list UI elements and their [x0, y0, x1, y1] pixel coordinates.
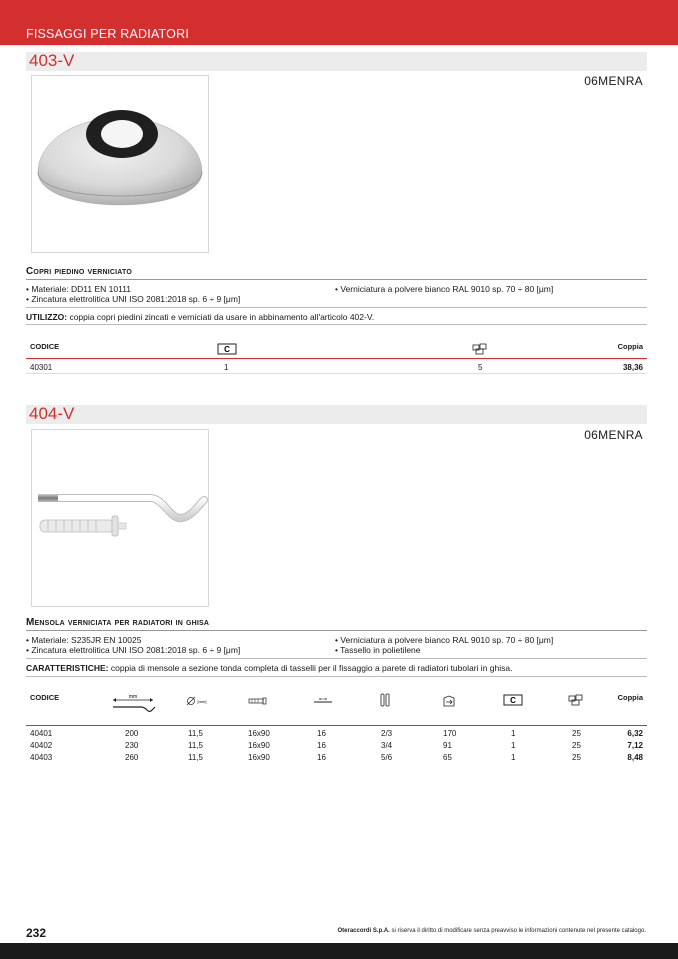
divider [26, 324, 647, 325]
col-header-codice: CODICE [30, 693, 60, 702]
table-cell: 1 [511, 729, 516, 738]
table-cell: 1 [224, 363, 229, 372]
spec-item: • Materiale: DD11 EN 10111 [26, 284, 132, 294]
product-name: Mensola verniciata per radiatori in ghisa [26, 617, 210, 628]
product-code-bar [26, 405, 647, 424]
table-cell: 230 [125, 741, 139, 750]
divider [26, 307, 647, 308]
radiator-cover-image [32, 76, 208, 252]
table-cell: 11,5 [188, 741, 203, 750]
svg-text:C: C [224, 345, 230, 354]
diameter-unit: [mm] [197, 699, 207, 704]
radiator-elements-icon [380, 693, 390, 707]
spec-item: • Zincatura elettrolitica UNI ISO 2081:2018 sp. 6 ÷ 9 [μm] [26, 645, 241, 655]
table-cell: 16x90 [248, 729, 270, 738]
usage-text: coppia copri piedini zincati e verniciati da usare in abbinamento all'articolo 402-V. [67, 312, 375, 322]
usage-label: UTILIZZO: [26, 312, 68, 322]
spec-item: • Zincatura elettrolitica UNI ISO 2081:2018 sp. 6 ÷ 9 [μm] [26, 294, 241, 304]
usage-note [26, 312, 374, 322]
table-cell: 65 [443, 753, 452, 762]
product-image [31, 429, 209, 607]
table-cell: 40402 [30, 741, 53, 750]
table-cell-price: 7,12 [627, 741, 643, 750]
table-cell: 16x90 [248, 753, 270, 762]
features-label: CARATTERISTICHE: [26, 663, 109, 673]
table-cell-price: 38,36 [622, 363, 643, 372]
product-name: Copri piedino verniciato [26, 266, 132, 277]
bottom-bar [0, 943, 678, 959]
table-cell: 170 [443, 729, 457, 738]
page-number: 232 [26, 926, 47, 940]
table-cell: 5/6 [381, 753, 393, 762]
table-cell: 25 [572, 741, 581, 750]
section-title: FISSAGGI PER RADIATORI [26, 27, 189, 41]
table-header-divider [26, 358, 647, 359]
product-code: 403-V [29, 51, 75, 70]
table-cell: 25 [572, 729, 581, 738]
table-cell: 1 [511, 741, 516, 750]
rod-icon [313, 697, 333, 705]
length-unit: mm [128, 694, 138, 700]
divider [26, 658, 647, 659]
table-cell: 91 [443, 741, 452, 750]
supplier-code: 06MENRA [584, 74, 643, 88]
divider [26, 676, 647, 677]
col-header-coppia: Coppia [617, 693, 643, 702]
table-cell: 40401 [30, 729, 53, 738]
divider [26, 279, 647, 280]
dowel-icon [248, 697, 268, 705]
table-cell: 200 [125, 729, 139, 738]
table-cell: 11,5 [188, 729, 203, 738]
table-cell: 16 [317, 753, 326, 762]
diameter-icon [186, 696, 208, 706]
table-cell: 11,5 [188, 753, 203, 762]
supplier-code: 06MENRA [584, 428, 643, 442]
col-header-coppia: Coppia [617, 342, 643, 351]
box-c-icon [503, 694, 523, 706]
load-icon [442, 695, 456, 707]
box-c-icon [217, 343, 237, 355]
svg-text:C: C [510, 696, 516, 705]
product-image [31, 75, 209, 253]
table-cell-price: 6,32 [627, 729, 643, 738]
table-cell: 16 [317, 729, 326, 738]
table-cell: 260 [125, 753, 139, 762]
row-divider [26, 373, 647, 374]
features-text: coppia di mensole a sezione tonda completa di tasselli per il fissaggio a parete di radiatori tubolari in ghisa. [108, 663, 513, 673]
length-icon [111, 694, 157, 716]
bracket-image [32, 430, 208, 606]
section-header-bar [0, 0, 678, 45]
table-cell: 40403 [30, 753, 53, 762]
table-cell: 5 [478, 363, 483, 372]
footer-text: si riserva il diritto di modificare senza preavviso le informazioni contenute nel presente catalogo. [389, 928, 646, 934]
boxes-icon [472, 343, 488, 355]
product-code: 404-V [29, 404, 75, 423]
table-cell: 3/4 [381, 741, 393, 750]
product-code-bar [26, 52, 647, 71]
features-note [26, 663, 512, 673]
table-cell: 40301 [30, 363, 53, 372]
table-header-divider [26, 725, 647, 726]
table-cell: 16x90 [248, 741, 270, 750]
table-cell-price: 8,48 [627, 753, 643, 762]
footer-company: Oteraccordi S.p.A. [337, 928, 390, 934]
table-cell: 16 [317, 741, 326, 750]
table-cell: 1 [511, 753, 516, 762]
divider [26, 630, 647, 631]
spec-item: • Verniciatura a polvere bianco RAL 9010 sp. 70 ÷ 80 [μm] [335, 635, 554, 645]
spec-item: • Materiale: S235JR EN 10025 [26, 635, 142, 645]
table-cell: 25 [572, 753, 581, 762]
footer-disclaimer [338, 928, 647, 934]
table-cell: 2/3 [381, 729, 393, 738]
col-header-codice: CODICE [30, 342, 60, 351]
spec-item: • Tassello in polietilene [335, 645, 421, 655]
spec-item: • Verniciatura a polvere bianco RAL 9010 sp. 70 ÷ 80 [μm] [335, 284, 554, 294]
